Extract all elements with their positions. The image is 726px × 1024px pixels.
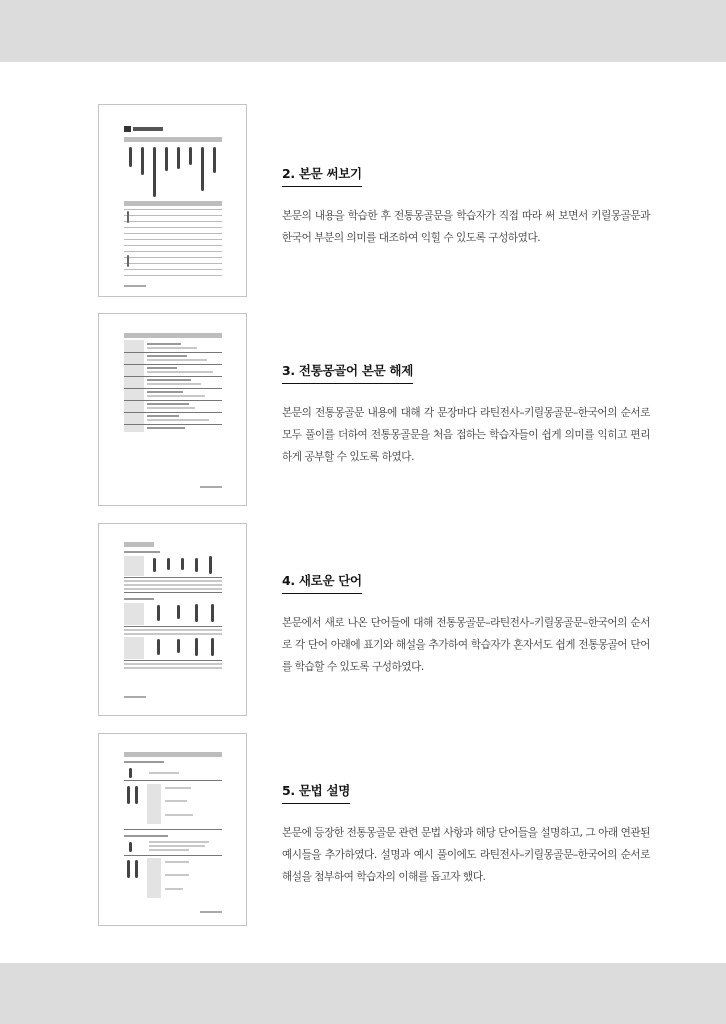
mongolian-glyph-icon [167,558,170,570]
thumb-subheading [124,598,154,600]
top-margin-band [0,0,726,62]
thumb-text-line [147,427,185,429]
thumb-text-line [147,419,209,421]
mongolian-glyph-icon [195,604,198,622]
thumb-subheading [124,761,164,763]
thumb-row-divider [124,364,222,365]
thumb-header-bar [124,201,222,206]
section-body: 본문의 내용을 학습한 후 전통몽골문을 학습자가 직접 따라 써 보면서 키릴몽골문과 한국어 부분의 의미를 대조하여 익힐 수 있도록 구성하였다. [282,210,650,244]
thumb-text-line [147,379,191,381]
thumb-text-line [147,391,183,393]
thumb-text-line [147,371,213,373]
thumb-header-bar [124,542,154,547]
thumb-row-divider [124,829,222,830]
thumb-rule-line [124,233,222,234]
mongolian-glyph-icon [177,639,180,653]
mongolian-glyph-icon [129,768,132,778]
thumb-row-divider [124,626,222,627]
mongolian-glyph-icon [195,558,198,572]
thumb-text-line [124,633,222,635]
thumb-text-line [149,845,205,847]
thumb-text-line [149,841,209,843]
thumb-header-bar [124,137,222,142]
thumb-rule-line [124,257,222,258]
mongolian-glyph-icon [157,639,160,655]
thumb-label-column [124,340,144,432]
section-analysis [282,360,650,468]
mongolian-glyph-icon [141,147,144,175]
thumb-rule-line [124,269,222,270]
thumb-text-line [147,343,181,345]
thumb-page-footer [200,486,222,488]
thumb-rule-line [124,251,222,252]
section-body: 본문의 전통몽골문 내용에 대해 각 문장마다 라틴전사–키릴몽골문–한국어의 순서로 모두 풀이를 더하여 전통몽골문을 처음 접하는 학습자들이 쉽게 의미를 익히고 편리하게 공부할 수 있도록 하였다. [282,407,650,463]
thumb-row-divider [124,577,222,578]
mongolian-glyph-icon [129,147,132,167]
thumb-text-line [165,814,193,816]
mongolian-glyph-icon [213,147,216,173]
page-vocabulary-thumbnail [98,523,247,716]
thumb-header-bar [124,752,222,757]
thumb-label-column [124,637,144,659]
thumb-page-footer [124,696,146,698]
thumb-row-divider [124,352,222,353]
mongolian-glyph-icon [211,604,214,622]
thumb-text-line [124,588,222,590]
thumb-label-column [124,603,144,625]
mongolian-glyph-icon [153,147,156,197]
section-body: 본문에서 새로 나온 단어들에 대해 전통몽골문–라틴전사–키릴몽골문–한국어의 순서로 각 단어 아래에 표기와 해설을 추가하여 학습자가 혼자서도 쉽게 전통몽골어 단어를 학습할 수 있도록 구성하였다. [282,617,650,673]
thumb-rule-line [124,239,222,240]
thumb-text-line [147,355,187,357]
thumb-text-line [147,407,195,409]
thumb-text-line [147,415,179,417]
thumb-rule-line [124,245,222,246]
thumb-text-line [124,667,222,669]
thumb-subheading [124,835,168,837]
thumb-row-divider [124,660,222,661]
thumb-rule-line [124,263,222,264]
thumb-label-column [124,556,144,576]
thumb-row-divider [124,412,222,413]
section-write [282,163,650,249]
thumb-text-line [147,367,177,369]
thumb-row-divider [124,424,222,425]
thumb-label-column [147,784,161,824]
section-title: 4. 새로운 단어 [282,571,362,594]
mongolian-glyph-icon [177,147,180,169]
section-title: 3. 전통몽골어 본문 해제 [282,361,413,384]
thumb-text-line [165,888,183,890]
thumb-text-line [147,383,201,385]
mongolian-glyph-icon [177,605,180,619]
section-vocabulary [282,570,650,678]
page-analysis-thumbnail [98,313,247,506]
thumb-row-divider [124,855,222,856]
mongolian-glyph-icon [201,147,204,191]
mongolian-glyph-icon [189,147,192,165]
thumb-text-line [147,359,207,361]
mongolian-glyph-icon [165,147,168,171]
thumb-subheading [124,551,160,553]
mongolian-glyph-icon [181,558,184,570]
thumb-text-line [165,787,191,789]
thumb-page-footer [124,285,146,287]
thumb-page-footer [200,911,222,913]
thumb-text-line [149,772,179,774]
thumb-header-bar [124,333,222,338]
thumb-row-divider [124,388,222,389]
mongolian-glyph-icon [135,860,138,878]
thumb-text-line [124,580,222,582]
thumb-badge-icon [124,126,131,132]
thumb-row-divider [124,592,222,593]
thumb-text-line [147,403,189,405]
thumb-rule-line [124,275,222,276]
thumb-text-line [165,861,189,863]
thumb-text-line [149,849,189,851]
thumb-rule-line [124,221,222,222]
thumb-margin-glyph-icon [127,255,129,267]
mongolian-glyph-icon [211,638,214,656]
thumb-title-bar [133,127,163,131]
thumb-text-line [147,395,205,397]
thumb-rule-line [124,209,222,210]
thumb-margin-glyph-icon [127,211,129,223]
mongolian-glyph-icon [129,842,132,852]
page-grammar-thumbnail [98,733,247,926]
thumb-text-line [165,874,189,876]
thumb-text-line [124,629,222,631]
mongolian-glyph-icon [157,605,160,621]
section-grammar [282,780,650,888]
section-title: 5. 문법 설명 [282,781,350,804]
thumb-text-line [165,800,187,802]
thumb-text-line [124,584,222,586]
mongolian-glyph-icon [135,786,138,804]
mongolian-glyph-icon [153,558,156,572]
thumb-rule-line [124,215,222,216]
bottom-margin-band [0,963,726,1024]
thumb-text-line [124,663,222,665]
thumb-label-column [147,858,161,898]
thumb-row-divider [124,780,222,781]
mongolian-glyph-icon [195,638,198,656]
section-title: 2. 본문 써보기 [282,164,362,187]
thumb-row-divider [124,400,222,401]
thumb-row-divider [124,376,222,377]
thumb-text-line [147,347,197,349]
mongolian-glyph-icon [127,860,130,878]
thumb-rule-line [124,227,222,228]
page-write-thumbnail [98,104,247,297]
mongolian-glyph-icon [127,786,130,804]
section-body: 본문에 등장한 전통몽골문 관련 문법 사항과 해당 단어들을 설명하고, 그 아래 연관된 예시들을 추가하였다. 설명과 예시 풀이에도 라틴전사–키릴몽골문–한국어의 순서로 해설을 첨부하여 학습자의 이해를 돕고자 했다. [282,827,650,883]
mongolian-glyph-icon [209,556,212,574]
